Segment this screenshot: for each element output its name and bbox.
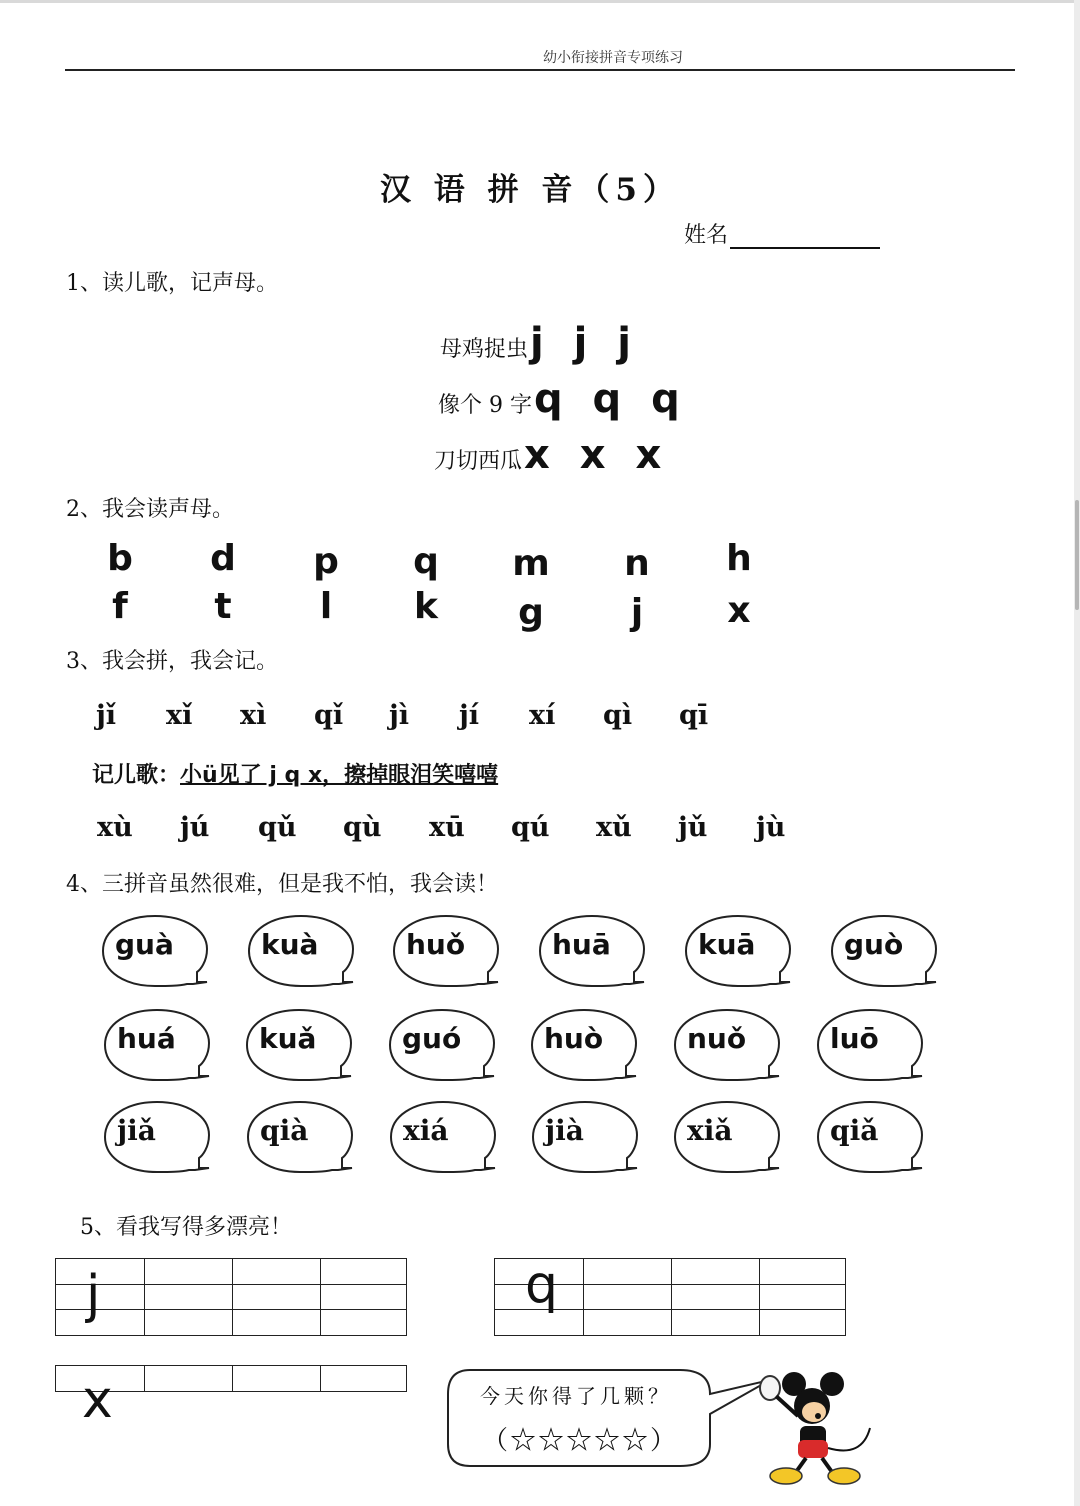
initial-letter: j <box>630 592 644 633</box>
initial-letter: q <box>413 541 439 582</box>
pinyin-bubble <box>673 1008 781 1076</box>
rhyme-text: 刀切西瓜 <box>434 449 523 474</box>
bubble-pinyin: xiǎ <box>687 1114 733 1147</box>
running-head: 幼小衔接拼音专项练习 <box>543 50 683 66</box>
grid-cell-divider <box>320 1366 321 1391</box>
pinyin-bubble <box>389 1100 497 1168</box>
pinyin-bubble <box>530 1008 638 1076</box>
initial-letter: h <box>726 538 752 579</box>
bubble-pinyin: huǒ <box>406 928 466 961</box>
bubble-pinyin: guò <box>844 928 904 961</box>
initial-letter: d <box>210 538 236 579</box>
pinyin-syllable: xǐ <box>166 700 193 731</box>
scrollbar-track[interactable] <box>1074 0 1080 1506</box>
memory-rhyme <box>92 758 498 789</box>
pinyin-syllable: xū <box>429 812 465 843</box>
initial-letter: p <box>313 541 339 582</box>
q5-heading: 5、看我写得多漂亮！ <box>80 1215 292 1240</box>
scrollbar-thumb[interactable] <box>1075 500 1079 610</box>
initial-letter: t <box>214 586 232 627</box>
q4-heading: 4、三拼音虽然很难，但是我不怕，我会读！ <box>66 872 498 897</box>
pinyin-bubble <box>103 1100 211 1168</box>
bubble-pinyin: xiá <box>403 1114 449 1147</box>
reward-question: 今天你得了几颗？ <box>480 1384 672 1408</box>
initial-letter: x <box>727 590 751 631</box>
q1-heading: 1、读儿歌，记声母。 <box>66 271 278 296</box>
pinyin-syllable: jǔ <box>678 812 708 843</box>
pinyin-syllable: jú <box>180 812 210 843</box>
grid-cell-divider <box>144 1366 145 1391</box>
pinyin-bubble <box>816 1008 924 1076</box>
rhyme-line-x <box>434 432 669 480</box>
mascot-tail <box>828 1428 870 1451</box>
initial-letter: g <box>518 592 544 633</box>
pinyin-bubble <box>392 914 500 982</box>
pinyin-syllable: qǐ <box>314 700 344 731</box>
rhyme-line-j <box>440 320 639 368</box>
initial-letter: n <box>624 543 650 584</box>
mascot-shoe-right <box>828 1468 860 1484</box>
grid-model-letter: j <box>86 1265 101 1325</box>
bubble-pinyin: huò <box>544 1022 604 1055</box>
pinyin-syllable: xù <box>97 812 133 843</box>
mouse-mascot-illustration <box>752 1368 882 1488</box>
bubble-pinyin: kuā <box>698 928 756 961</box>
pinyin-bubble <box>830 914 938 982</box>
pinyin-bubble <box>246 1100 354 1168</box>
pinyin-syllable: jì <box>389 700 410 731</box>
q2-heading: 2、我会读声母。 <box>66 497 234 522</box>
bubble-pinyin: qià <box>260 1114 309 1147</box>
pinyin-bubble <box>816 1100 924 1168</box>
grid-cell-divider <box>671 1259 672 1335</box>
bubble-pinyin: jià <box>545 1114 584 1147</box>
bubble-pinyin: nuǒ <box>687 1022 747 1055</box>
pinyin-bubble <box>388 1008 496 1076</box>
pinyin-syllable: jù <box>756 812 786 843</box>
mascot-nose <box>815 1413 821 1419</box>
pinyin-syllable: qù <box>343 812 382 843</box>
pinyin-bubble <box>538 914 646 982</box>
grid-cell-divider <box>144 1259 145 1335</box>
grid-cell-divider <box>759 1259 760 1335</box>
memory-rhyme-label: 记儿歌： <box>92 763 181 788</box>
bubble-pinyin: kuà <box>261 928 319 961</box>
bubble-pinyin: huā <box>552 928 611 961</box>
initial-letter: k <box>414 586 438 627</box>
bubble-pinyin: kuǎ <box>259 1022 317 1055</box>
bubble-pinyin: huá <box>117 1022 176 1055</box>
grid-cell-divider <box>320 1259 321 1335</box>
rhyme-letters: j j j <box>530 320 639 366</box>
pinyin-syllable: qǔ <box>258 812 297 843</box>
page-title: 汉 语 拼 音（5） <box>380 172 680 208</box>
pinyin-bubble <box>684 914 792 982</box>
pinyin-syllable: jí <box>459 700 480 731</box>
pinyin-bubble <box>245 1008 353 1076</box>
grid-cell-divider <box>232 1259 233 1335</box>
header-rule <box>65 69 1015 71</box>
rhyme-letters: x x x <box>524 432 670 478</box>
initial-letter: m <box>512 543 550 584</box>
pinyin-bubble <box>531 1100 639 1168</box>
name-field <box>684 218 880 249</box>
mascot-shorts <box>798 1440 828 1458</box>
pinyin-bubble <box>247 914 355 982</box>
mascot-leg-right <box>822 1458 832 1472</box>
grid-model-letter: x <box>82 1370 113 1430</box>
name-blank[interactable] <box>730 223 880 249</box>
grid-guide-line <box>56 1284 406 1285</box>
grid-cell-divider <box>583 1259 584 1335</box>
grid-model-letter: q <box>525 1255 559 1315</box>
bubble-pinyin: qiǎ <box>830 1114 879 1147</box>
pinyin-syllable: xǔ <box>596 812 632 843</box>
writing-grid-q[interactable] <box>494 1255 846 1336</box>
bubble-pinyin: guó <box>402 1022 462 1055</box>
pinyin-bubble <box>103 1008 211 1076</box>
writing-grid-j[interactable] <box>55 1258 407 1336</box>
pinyin-bubble <box>673 1100 781 1168</box>
q3-heading: 3、我会拼，我会记。 <box>66 649 278 674</box>
rhyme-line-q <box>438 376 688 424</box>
name-label: 姓名 <box>684 223 729 248</box>
rhyme-text: 像个 9 字 <box>438 393 532 418</box>
pinyin-syllable: qì <box>603 700 633 731</box>
grid-guide-line <box>56 1309 406 1310</box>
pinyin-syllable: qú <box>511 812 550 843</box>
rhyme-letters: q q q <box>533 376 688 422</box>
bubble-pinyin: guà <box>115 928 174 961</box>
initial-letter: l <box>319 586 333 627</box>
memory-rhyme-text: 小ü见了 j q x，擦掉眼泪笑嘻嘻 <box>180 763 499 788</box>
pinyin-syllable: jǐ <box>96 700 117 731</box>
mascot-shoe-left <box>770 1468 802 1484</box>
pinyin-bubble <box>101 914 209 982</box>
pinyin-syllable: qī <box>679 700 709 731</box>
bubble-pinyin: luō <box>830 1022 879 1055</box>
reward-stars: （☆☆☆☆☆） <box>482 1426 679 1456</box>
grid-cell-divider <box>232 1366 233 1391</box>
bubble-pinyin: jiǎ <box>117 1114 156 1147</box>
pinyin-syllable: xí <box>529 700 556 731</box>
page-top-border <box>0 0 1080 3</box>
pinyin-syllable: xì <box>240 700 267 731</box>
initial-letter: b <box>107 538 133 579</box>
mascot-face <box>802 1402 826 1422</box>
rhyme-text: 母鸡捉虫 <box>440 337 529 362</box>
initial-letter: f <box>112 586 128 627</box>
